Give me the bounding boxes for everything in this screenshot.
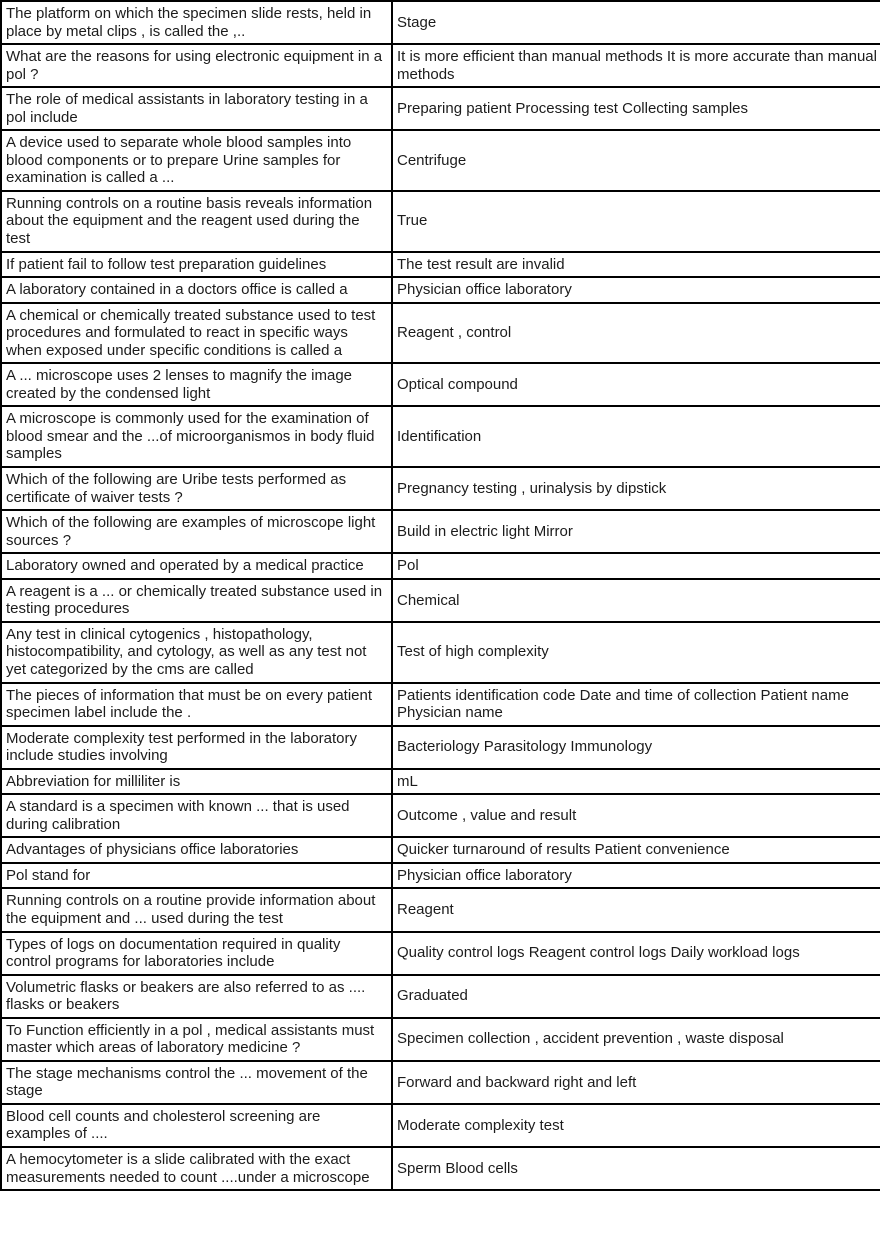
table-row — [1, 252, 880, 278]
question-cell: Advantages of physicians office laboratories — [1, 837, 392, 863]
answer-cell: Stage — [392, 1, 880, 44]
table-row — [1, 191, 880, 252]
table-row — [1, 1, 880, 44]
answer-cell: Pol — [392, 553, 880, 579]
answer-cell: Chemical — [392, 579, 880, 622]
question-cell: Moderate complexity test performed in the laboratory include studies involving — [1, 726, 392, 769]
question-cell: The stage mechanisms control the ... movement of the stage — [1, 1061, 392, 1104]
table-row — [1, 837, 880, 863]
answer-cell: Specimen collection , accident prevention , waste disposal — [392, 1018, 880, 1061]
question-cell: A reagent is a ... or chemically treated substance used in testing procedures — [1, 579, 392, 622]
answer-cell: Quicker turnaround of results Patient convenience — [392, 837, 880, 863]
table-row — [1, 726, 880, 769]
table-row — [1, 794, 880, 837]
question-cell: A device used to separate whole blood samples into blood components or to prepare Urine samples for examination is called a ... — [1, 130, 392, 191]
answer-cell: Physician office laboratory — [392, 277, 880, 303]
table-row — [1, 87, 880, 130]
question-cell: Running controls on a routine basis reveals information about the equipment and the reagent used during the test — [1, 191, 392, 252]
table-row — [1, 553, 880, 579]
question-cell: Any test in clinical cytogenics , histopathology, histocompatibility, and cytology, as well as any test not yet categorized by the cms are called — [1, 622, 392, 683]
question-cell: If patient fail to follow test preparation guidelines — [1, 252, 392, 278]
question-cell: The role of medical assistants in laboratory testing in a pol include — [1, 87, 392, 130]
question-cell: Which of the following are examples of microscope light sources ? — [1, 510, 392, 553]
question-cell: A laboratory contained in a doctors office is called a — [1, 277, 392, 303]
answer-cell: Bacteriology Parasitology Immunology — [392, 726, 880, 769]
answer-cell: It is more efficient than manual methods It is more accurate than manual methods — [392, 44, 880, 87]
question-cell: Running controls on a routine provide information about the equipment and ... used during the test — [1, 888, 392, 931]
question-cell: A hemocytometer is a slide calibrated with the exact measurements needed to count ....under a microscope — [1, 1147, 392, 1190]
answer-cell: Preparing patient Processing test Collecting samples — [392, 87, 880, 130]
question-cell: Which of the following are Uribe tests performed as certificate of waiver tests ? — [1, 467, 392, 510]
table-row — [1, 1018, 880, 1061]
table-row — [1, 579, 880, 622]
table-row — [1, 363, 880, 406]
question-cell: A chemical or chemically treated substance used to test procedures and formulated to react in specific ways when exposed under specific conditions is called a — [1, 303, 392, 364]
answer-cell: Physician office laboratory — [392, 863, 880, 889]
table-row — [1, 975, 880, 1018]
answer-cell: True — [392, 191, 880, 252]
question-cell: A standard is a specimen with known ... that is used during calibration — [1, 794, 392, 837]
question-cell: The pieces of information that must be on every patient specimen label include the . — [1, 683, 392, 726]
table-row — [1, 888, 880, 931]
table-row — [1, 1061, 880, 1104]
table-row — [1, 683, 880, 726]
answer-cell: Optical compound — [392, 363, 880, 406]
answer-cell: Moderate complexity test — [392, 1104, 880, 1147]
question-cell: Blood cell counts and cholesterol screening are examples of .... — [1, 1104, 392, 1147]
answer-cell: Sperm Blood cells — [392, 1147, 880, 1190]
question-cell: What are the reasons for using electronic equipment in a pol ? — [1, 44, 392, 87]
answer-cell: mL — [392, 769, 880, 795]
table-row — [1, 932, 880, 975]
table-row — [1, 510, 880, 553]
question-cell: Laboratory owned and operated by a medical practice — [1, 553, 392, 579]
table-row — [1, 467, 880, 510]
answer-cell: The test result are invalid — [392, 252, 880, 278]
answer-cell: Centrifuge — [392, 130, 880, 191]
answer-cell: Outcome , value and result — [392, 794, 880, 837]
answer-cell: Forward and backward right and left — [392, 1061, 880, 1104]
answer-cell: Quality control logs Reagent control logs Daily workload logs — [392, 932, 880, 975]
answer-cell: Reagent — [392, 888, 880, 931]
question-cell: To Function efficiently in a pol , medical assistants must master which areas of laboratory medicine ? — [1, 1018, 392, 1061]
flashcard-table-body — [1, 1, 880, 1190]
question-cell: Pol stand for — [1, 863, 392, 889]
answer-cell: Pregnancy testing , urinalysis by dipstick — [392, 467, 880, 510]
table-row — [1, 406, 880, 467]
question-cell: The platform on which the specimen slide rests, held in place by metal clips , is called the ,.. — [1, 1, 392, 44]
question-cell: Volumetric flasks or beakers are also referred to as .... flasks or beakers — [1, 975, 392, 1018]
table-row — [1, 769, 880, 795]
table-row — [1, 863, 880, 889]
question-cell: A microscope is commonly used for the examination of blood smear and the ...of microorganismos in body fluid samples — [1, 406, 392, 467]
table-row — [1, 1104, 880, 1147]
answer-cell: Patients identification code Date and time of collection Patient name Physician name — [392, 683, 880, 726]
answer-cell: Graduated — [392, 975, 880, 1018]
table-row — [1, 44, 880, 87]
question-cell: A ... microscope uses 2 lenses to magnify the image created by the condensed light — [1, 363, 392, 406]
question-cell: Abbreviation for milliliter is — [1, 769, 392, 795]
answer-cell: Reagent , control — [392, 303, 880, 364]
table-row — [1, 303, 880, 364]
question-cell: Types of logs on documentation required in quality control programs for laboratories include — [1, 932, 392, 975]
answer-cell: Test of high complexity — [392, 622, 880, 683]
table-row — [1, 277, 880, 303]
table-row — [1, 130, 880, 191]
answer-cell: Identification — [392, 406, 880, 467]
answer-cell: Build in electric light Mirror — [392, 510, 880, 553]
table-row — [1, 1147, 880, 1190]
table-row — [1, 622, 880, 683]
